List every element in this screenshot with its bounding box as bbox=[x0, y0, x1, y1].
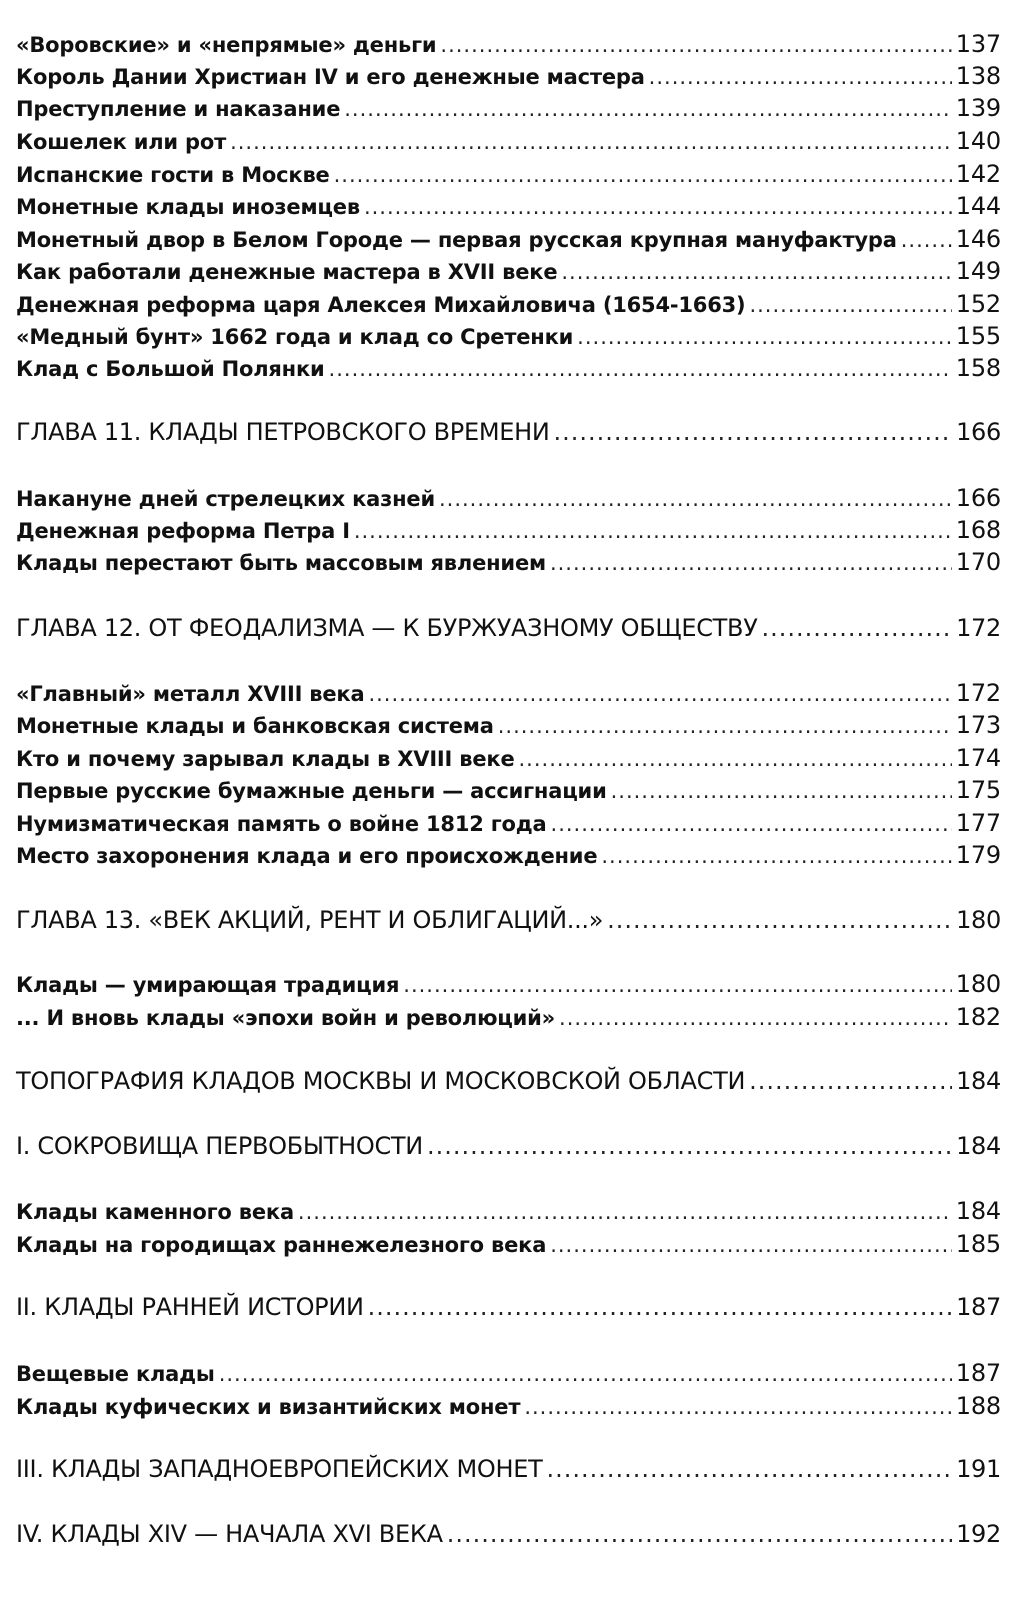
dot-leader bbox=[611, 779, 952, 803]
toc-chapter-page: 191 bbox=[956, 1455, 1001, 1483]
toc-entry-page: 180 bbox=[955, 970, 1001, 998]
toc-entry-page: 185 bbox=[955, 1230, 1001, 1258]
dot-leader bbox=[368, 1293, 952, 1321]
toc-entry-page: 140 bbox=[955, 127, 1001, 155]
toc-entry bbox=[16, 841, 1001, 871]
dot-leader bbox=[607, 906, 952, 934]
toc-entry-title: Клады каменного века bbox=[16, 1200, 294, 1224]
toc-entry bbox=[16, 516, 1001, 546]
toc-entry-title: «Медный бунт» 1662 года и клад со Сретенки bbox=[16, 325, 574, 349]
toc-entry-title: Клады куфических и византийских монет bbox=[16, 1395, 521, 1419]
toc-chapter-page: 166 bbox=[956, 418, 1001, 446]
toc-entry-title: Накануне дней стрелецких казней bbox=[16, 487, 435, 511]
toc-entry bbox=[16, 711, 1001, 741]
toc-entry-title: Клады на городищах раннежелезного века bbox=[16, 1233, 547, 1257]
toc-chapter-title: ГЛАВА 12. ОТ ФЕОДАЛИЗМА — К БУРЖУАЗНОМУ ОБЩЕСТВУ bbox=[16, 614, 758, 642]
toc-entry bbox=[16, 809, 1001, 839]
toc-entry-page: 139 bbox=[955, 94, 1001, 122]
toc-chapter-title: III. КЛАДЫ ЗАПАДНОЕВРОПЕЙСКИХ МОНЕТ bbox=[16, 1455, 543, 1483]
toc-entry-title: Монетный двор в Белом Городе — первая русская крупная мануфактура bbox=[16, 228, 897, 252]
toc-entry bbox=[16, 322, 1001, 352]
toc-entry-page: 182 bbox=[955, 1003, 1001, 1031]
dot-leader bbox=[427, 1132, 952, 1160]
toc-entry-page: 177 bbox=[955, 809, 1001, 837]
toc-entry bbox=[16, 225, 1001, 255]
toc-chapter-title: I. СОКРОВИЩА ПЕРВОБЫТНОСТИ bbox=[16, 1132, 423, 1160]
toc-entry bbox=[16, 1003, 1001, 1033]
toc-entry bbox=[16, 1230, 1001, 1260]
toc-entry-title: Клады — умирающая традиция bbox=[16, 973, 400, 997]
toc-entry-page: 152 bbox=[955, 290, 1001, 318]
toc-chapter-page: 184 bbox=[956, 1067, 1001, 1095]
dot-leader bbox=[403, 973, 952, 997]
dot-leader bbox=[649, 65, 952, 89]
toc-entry-title: Вещевые клады bbox=[16, 1362, 215, 1386]
toc-chapter-title: ГЛАВА 13. «ВЕК АКЦИЙ, РЕНТ И ОБЛИГАЦИЙ...» bbox=[16, 906, 604, 934]
toc-entry-title: Место захоронения клада и его происхождение bbox=[16, 844, 598, 868]
toc-entry-title: «Воровские» и «непрямые» деньги bbox=[16, 33, 437, 57]
dot-leader bbox=[901, 228, 952, 252]
toc-chapter-page: 192 bbox=[956, 1520, 1001, 1548]
toc-entry-page: 174 bbox=[955, 744, 1001, 772]
toc-entry-title: Король Дании Христиан IV и его денежные мастера bbox=[16, 65, 645, 89]
dot-leader bbox=[762, 614, 953, 642]
toc-entry-title: Испанские гости в Москве bbox=[16, 163, 330, 187]
toc-entry bbox=[16, 548, 1001, 578]
toc-chapter bbox=[16, 1132, 1001, 1162]
toc-entry-page: 138 bbox=[955, 62, 1001, 90]
dot-leader bbox=[524, 1395, 951, 1419]
toc-chapter bbox=[16, 1455, 1001, 1485]
toc-entry-page: 142 bbox=[955, 160, 1001, 188]
toc-entry-title: ... И вновь клады «эпохи войн и революций» bbox=[16, 1006, 556, 1030]
dot-leader bbox=[334, 163, 952, 187]
dot-leader bbox=[519, 747, 952, 771]
toc-entry-title: Денежная реформа царя Алексея Михайловича (1654-1663) bbox=[16, 293, 746, 317]
toc-entry-page: 172 bbox=[955, 679, 1001, 707]
toc-entry bbox=[16, 257, 1001, 287]
dot-leader bbox=[577, 325, 952, 349]
toc-entry bbox=[16, 970, 1001, 1000]
toc-chapter bbox=[16, 1067, 1001, 1097]
toc-entry-page: 149 bbox=[955, 257, 1001, 285]
toc-entry bbox=[16, 94, 1001, 124]
toc-entry-title: Клады перестают быть массовым явлением bbox=[16, 551, 546, 575]
dot-leader bbox=[329, 357, 952, 381]
toc-entry bbox=[16, 30, 1001, 60]
toc-entry-page: 168 bbox=[955, 516, 1001, 544]
toc-entry-title: Преступление и наказание bbox=[16, 97, 341, 121]
toc-entry-title: Монетные клады и банковская система bbox=[16, 714, 494, 738]
toc-entry bbox=[16, 1197, 1001, 1227]
toc-entry bbox=[16, 1392, 1001, 1422]
dot-leader bbox=[298, 1200, 952, 1224]
dot-leader bbox=[550, 551, 952, 575]
toc-chapter bbox=[16, 614, 1001, 644]
toc-entry bbox=[16, 484, 1001, 514]
dot-leader bbox=[554, 418, 953, 446]
dot-leader bbox=[447, 1520, 952, 1548]
dot-leader bbox=[354, 519, 952, 543]
toc-entry-page: 146 bbox=[955, 225, 1001, 253]
toc-entry-title: Денежная реформа Петра I bbox=[16, 519, 350, 543]
dot-leader bbox=[551, 812, 952, 836]
toc-chapter bbox=[16, 1293, 1001, 1323]
dot-leader bbox=[550, 1233, 952, 1257]
toc-chapter bbox=[16, 1520, 1001, 1550]
dot-leader bbox=[344, 97, 952, 121]
toc-entry-title: «Главный» металл XVIII века bbox=[16, 682, 365, 706]
dot-leader bbox=[368, 682, 951, 706]
toc-entry bbox=[16, 354, 1001, 384]
toc-entry bbox=[16, 160, 1001, 190]
toc-entry bbox=[16, 192, 1001, 222]
toc-entry-page: 173 bbox=[955, 711, 1001, 739]
toc-chapter-title: ГЛАВА 11. КЛАДЫ ПЕТРОВСКОГО ВРЕМЕНИ bbox=[16, 418, 550, 446]
toc-chapter-page: 172 bbox=[956, 614, 1001, 642]
toc-entry-page: 166 bbox=[955, 484, 1001, 512]
toc-entry-page: 137 bbox=[955, 30, 1001, 58]
toc-entry bbox=[16, 679, 1001, 709]
dot-leader bbox=[439, 487, 952, 511]
toc-entry-page: 175 bbox=[955, 776, 1001, 804]
dot-leader bbox=[601, 844, 951, 868]
toc-entry-title: Кто и почему зарывал клады в XVIII веке bbox=[16, 747, 515, 771]
toc-entry bbox=[16, 776, 1001, 806]
toc-entry bbox=[16, 1359, 1001, 1389]
toc-entry-page: 155 bbox=[955, 322, 1001, 350]
dot-leader bbox=[749, 1067, 952, 1095]
dot-leader bbox=[749, 293, 951, 317]
toc-entry-page: 170 bbox=[955, 548, 1001, 576]
toc-entry bbox=[16, 127, 1001, 157]
dot-leader bbox=[498, 714, 952, 738]
toc-chapter-page: 187 bbox=[956, 1293, 1001, 1321]
toc-entry bbox=[16, 744, 1001, 774]
toc-entry-page: 187 bbox=[955, 1359, 1001, 1387]
toc-chapter-page: 184 bbox=[956, 1132, 1001, 1160]
dot-leader bbox=[364, 195, 952, 219]
toc-entry-title: Монетные клады иноземцев bbox=[16, 195, 360, 219]
dot-leader bbox=[440, 33, 951, 57]
dot-leader bbox=[546, 1455, 952, 1483]
toc-entry-page: 158 bbox=[955, 354, 1001, 382]
toc-entry-title: Первые русские бумажные деньги — ассигнации bbox=[16, 779, 607, 803]
toc-chapter-page: 180 bbox=[956, 906, 1001, 934]
toc-entry-title: Как работали денежные мастера в XVII веке bbox=[16, 260, 558, 284]
toc-chapter-title: ТОПОГРАФИЯ КЛАДОВ МОСКВЫ И МОСКОВСКОЙ ОБЛАСТИ bbox=[16, 1067, 746, 1095]
dot-leader bbox=[219, 1362, 952, 1386]
toc-chapter bbox=[16, 906, 1001, 936]
toc-entry-page: 144 bbox=[955, 192, 1001, 220]
toc-entry-title: Клад с Большой Полянки bbox=[16, 357, 325, 381]
toc-entry-title: Нумизматическая память о войне 1812 года bbox=[16, 812, 547, 836]
toc-entry-title: Кошелек или рот bbox=[16, 130, 227, 154]
dot-leader bbox=[559, 1006, 952, 1030]
toc-chapter bbox=[16, 418, 1001, 448]
toc-entry-page: 179 bbox=[955, 841, 1001, 869]
toc-entry bbox=[16, 290, 1001, 320]
toc-entry bbox=[16, 62, 1001, 92]
toc-chapter-title: II. КЛАДЫ РАННЕЙ ИСТОРИИ bbox=[16, 1293, 364, 1321]
dot-leader bbox=[561, 260, 951, 284]
toc-chapter-title: IV. КЛАДЫ XIV — НАЧАЛА XVI ВЕКА bbox=[16, 1520, 443, 1548]
toc-entry-page: 188 bbox=[955, 1392, 1001, 1420]
toc-entry-page: 184 bbox=[955, 1197, 1001, 1225]
dot-leader bbox=[230, 130, 952, 154]
